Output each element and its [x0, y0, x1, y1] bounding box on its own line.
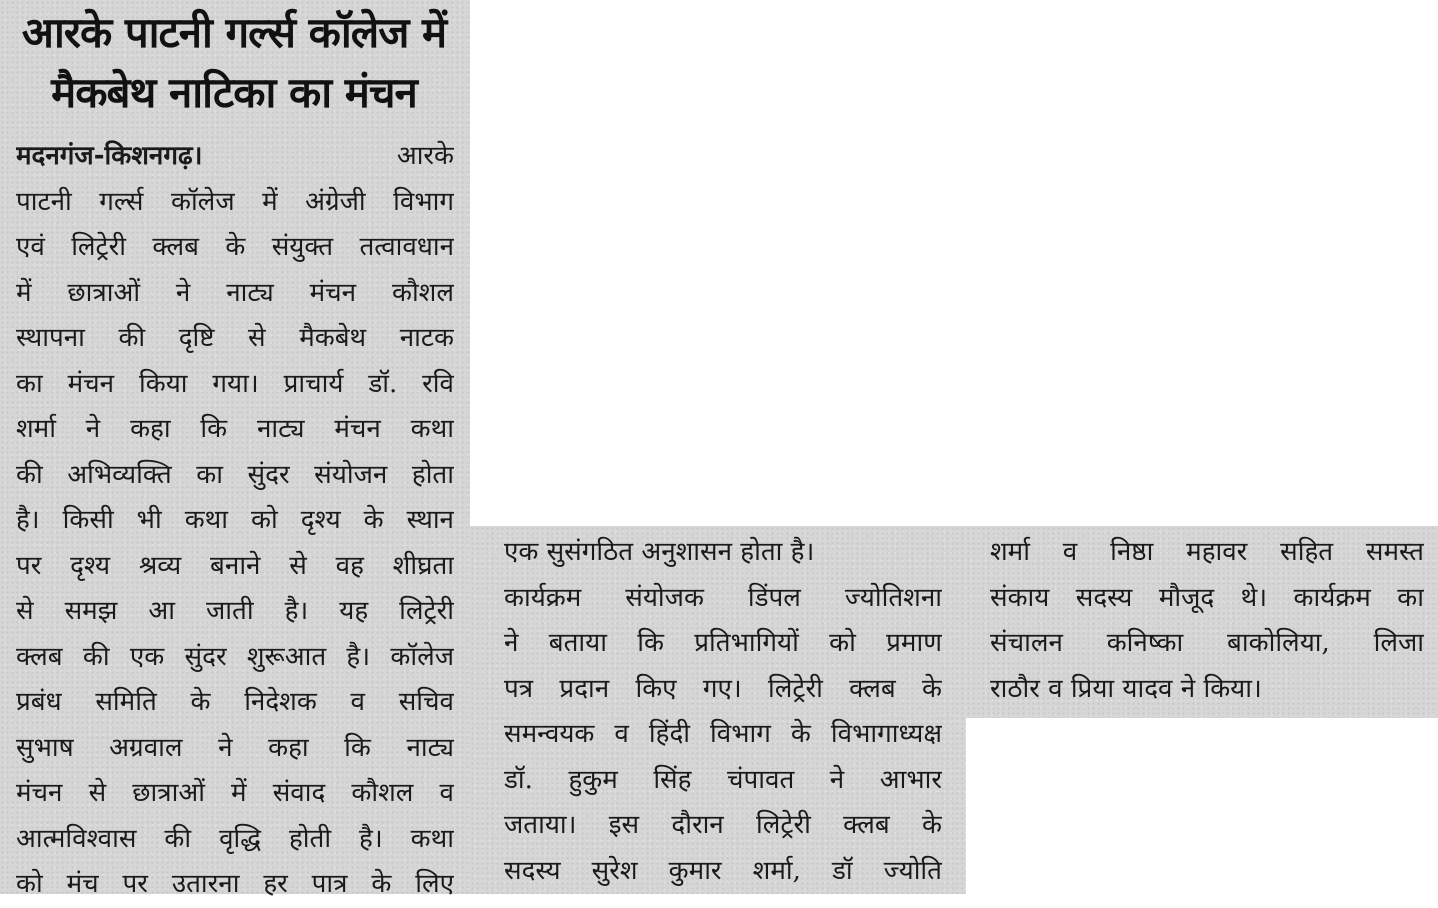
article-line: क्लब की एक सुंदर शुरूआत है। कॉलेज [16, 641, 454, 672]
dateline: मदनगंज-किशनगढ़। [16, 141, 203, 171]
article-line: कार्यक्रम संयोजक डिंपल ज्योतिशना [504, 582, 942, 613]
article-line: पर दृश्य श्रव्य बनाने से वह शीघ्रता [16, 550, 454, 581]
article-line: सदस्य सुरेश कुमार शर्मा, डॉ ज्योति [504, 855, 942, 886]
article-line: एक सुसंगठित अनुशासन होता है। [504, 537, 815, 567]
article-line: शर्मा ने कहा कि नाट्य मंचन कथा [16, 414, 454, 444]
article-line: पत्र प्रदान किए गए। लिट्रेरी क्लब के [504, 673, 942, 704]
article-line: की अभिव्यक्ति का सुंदर संयोजन होता [16, 459, 454, 490]
article-line: शर्मा व निष्ठा महावर सहित समस्त [990, 537, 1424, 567]
article-column-3 [990, 530, 1424, 712]
article-line: में छात्राओं ने नाट्य मंचन कौशल [16, 277, 454, 308]
article-line: राठौर व प्रिया यादव ने किया। [990, 673, 1262, 704]
article-line: है। किसी भी कथा को दृश्य के स्थान [16, 505, 454, 535]
article-line: एवं लिट्रेरी क्लब के संयुक्त तत्वावधान [16, 232, 454, 262]
article-line: स्थापना की दृष्टि से मैकबेथ नाटक [16, 323, 454, 353]
article-line: से समझ आ जाती है। यह लिट्रेरी [16, 596, 454, 626]
article-line: प्रबंध समिति के निदेशक व सचिव [16, 687, 454, 717]
article-line: मदनगंज-किशनगढ़। आरके [16, 141, 454, 171]
article-line: मंचन से छात्राओं में संवाद कौशल व [16, 778, 454, 808]
article-line: का मंचन किया गया। प्राचार्य डॉ. रवि [16, 368, 454, 399]
article-column-1 [16, 134, 454, 908]
article-line: जताया। इस दौरान लिट्रेरी क्लब के [504, 810, 942, 840]
headline-line-1: आरके पाटनी गर्ल्स कॉलेज में [21, 8, 447, 57]
article-line: पाटनी गर्ल्स कॉलेज में अंग्रेजी विभाग [16, 186, 454, 217]
article-line: समन्वयक व हिंदी विभाग के विभागाध्यक्ष [504, 719, 942, 749]
article-line: आत्मविश्वास की वृद्धि होती है। कथा [16, 823, 454, 854]
article-line: को मंच पर उतारना हर पात्र के लिए [16, 869, 454, 899]
article-line: सुभाष अग्रवाल ने कहा कि नाट्य [16, 732, 454, 763]
article-line: संचालन कनिष्का बाकोलिया, लिजा [990, 628, 1424, 658]
headline-line-2: मैकबेथ नाटिका का मंचन [51, 68, 417, 117]
article-line: डॉ. हुकुम सिंह चंपावत ने आभार [504, 764, 942, 795]
article-line: ने बताया कि प्रतिभागियों को प्रमाण [504, 628, 942, 658]
article-column-2 [504, 530, 942, 894]
article-line: संकाय सदस्य मौजूद थे। कार्यक्रम का [990, 582, 1424, 613]
